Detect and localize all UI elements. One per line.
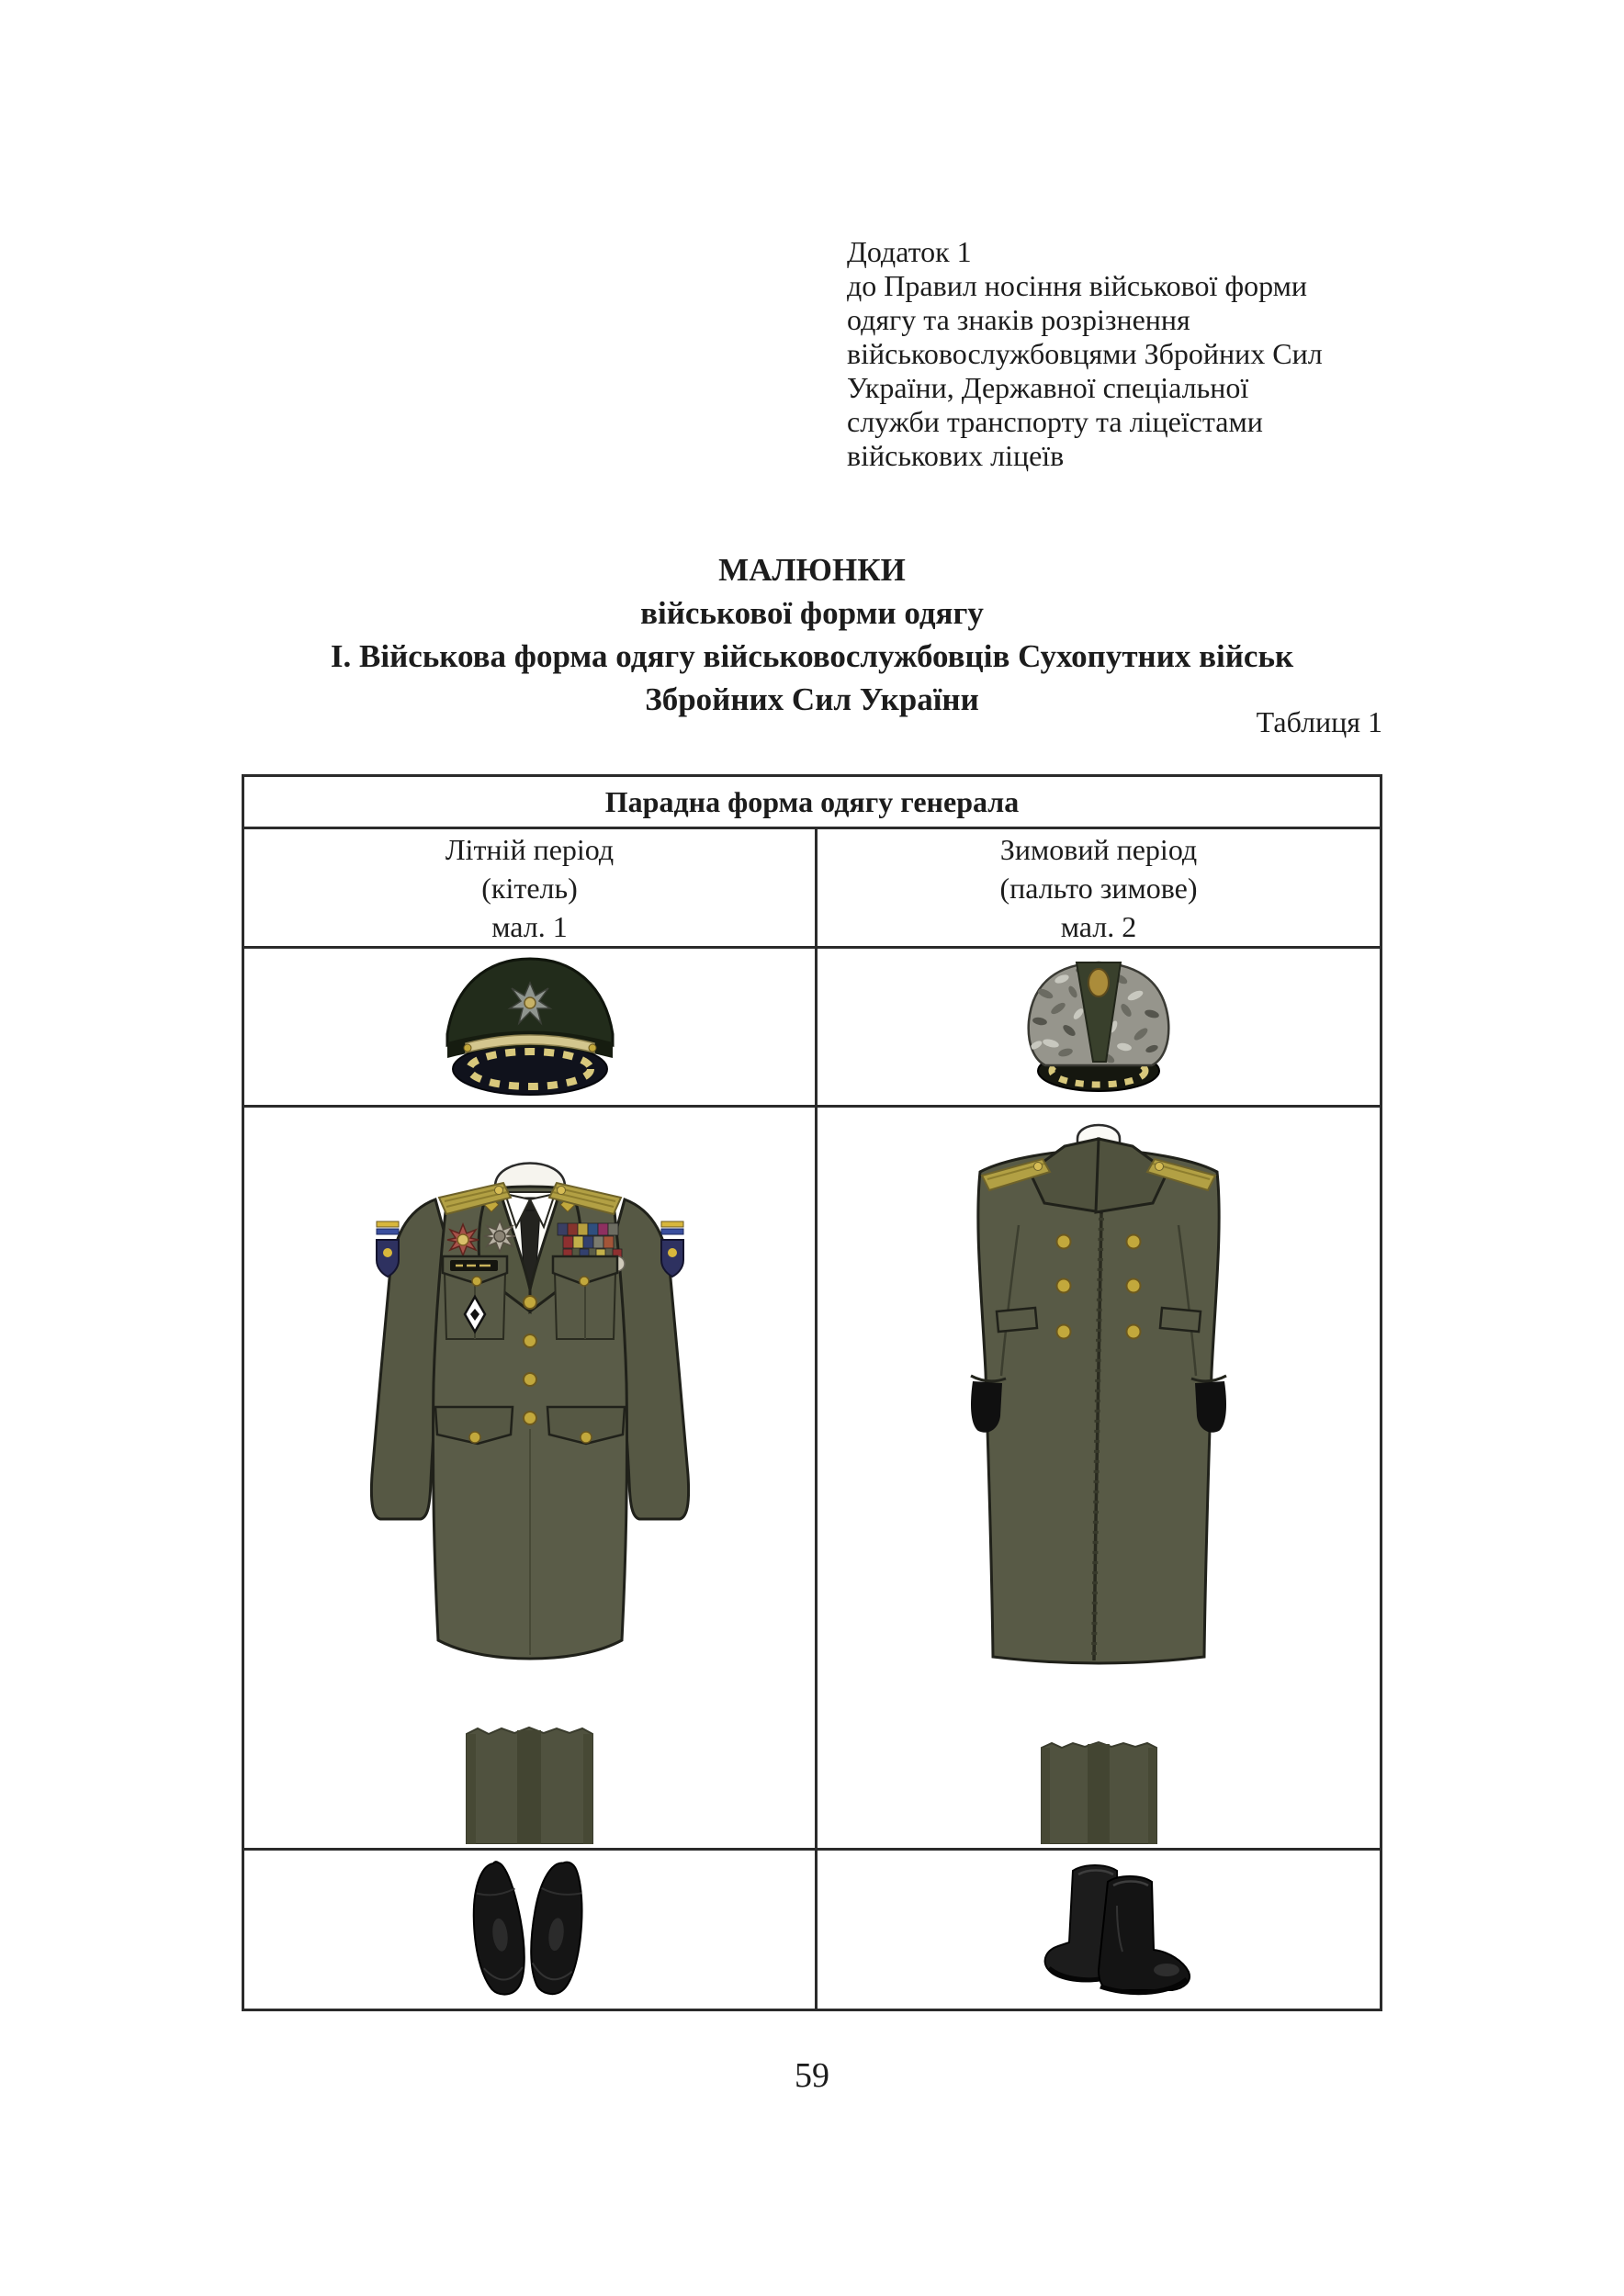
- summer-garment-label: (кітель): [481, 871, 578, 905]
- winter-boots-cell: [818, 1851, 1380, 2009]
- table-header-row: [244, 777, 1380, 829]
- winter-figure-label: мал. 2: [1060, 909, 1137, 943]
- column-labels-row: [244, 829, 1380, 949]
- right-pocket-flap: [1160, 1308, 1201, 1332]
- appendix-line: військовослужбовцями Збройних Сил: [847, 337, 1323, 370]
- appendix-line: служби транспорту та ліцеїстами: [847, 405, 1263, 438]
- left-pocket-flap: [997, 1308, 1037, 1332]
- winter-fur-hat-image: [1018, 957, 1179, 1097]
- page-number: 59: [795, 2056, 829, 2095]
- main-title: МАЛЮНКИ: [718, 552, 906, 588]
- uniform-table: [242, 774, 1382, 2011]
- summer-figure-label: мал. 1: [491, 909, 568, 943]
- document-headings: [0, 548, 1624, 721]
- table-reference-label: Таблиця 1: [1256, 705, 1382, 738]
- section-title-line2: Збройних Сил України: [645, 681, 979, 717]
- summer-period-label: Літній період: [445, 832, 615, 866]
- summer-jacket-image: [351, 1144, 709, 1677]
- summer-trousers-image: [462, 1725, 597, 1844]
- appendix-line: України, Державної спеціальної: [847, 371, 1249, 404]
- appendix-line: одягу та знаків розрізнення: [847, 303, 1190, 336]
- right-glove: [1195, 1381, 1226, 1433]
- appendix-line: до Правил носіння військової форми: [847, 269, 1308, 302]
- summer-uniform-cell: [244, 1108, 818, 1848]
- section-title-line1: І. Військова форма одягу військовослужбовців Сухопутних військ: [330, 638, 1294, 674]
- winter-column-label: [818, 829, 1380, 946]
- winter-period-label: Зимовий період: [999, 832, 1198, 866]
- left-glove: [971, 1381, 1002, 1433]
- winter-boots-image: [970, 1858, 1227, 2001]
- headgear-row: [244, 949, 1380, 1108]
- hat-badge: [1088, 969, 1109, 996]
- summer-shoes-cell: [244, 1851, 818, 2009]
- summer-cap-cell: [244, 949, 818, 1105]
- summer-column-label: [244, 829, 818, 946]
- winter-uniform-cell: [818, 1108, 1380, 1848]
- summer-peaked-cap-image: [429, 955, 631, 1098]
- summer-shoes-image: [434, 1858, 626, 2001]
- winter-trousers-image: [1037, 1739, 1161, 1844]
- right-sleeve-patch: [661, 1221, 683, 1277]
- subtitle: військової форми одягу: [640, 595, 984, 631]
- winter-hat-cell: [818, 949, 1380, 1105]
- appendix-line: військових ліцеїв: [847, 439, 1065, 472]
- left-sleeve-patch: [377, 1221, 399, 1277]
- appendix-reference-block: [847, 235, 1375, 473]
- footwear-row: [244, 1851, 1380, 2009]
- table-title: Парадна форма одягу генерала: [604, 784, 1020, 818]
- appendix-line: Додаток 1: [847, 235, 972, 268]
- winter-coat-image: [947, 1115, 1250, 1677]
- uniform-row: [244, 1108, 1380, 1851]
- winter-garment-label: (пальто зимове): [999, 871, 1198, 905]
